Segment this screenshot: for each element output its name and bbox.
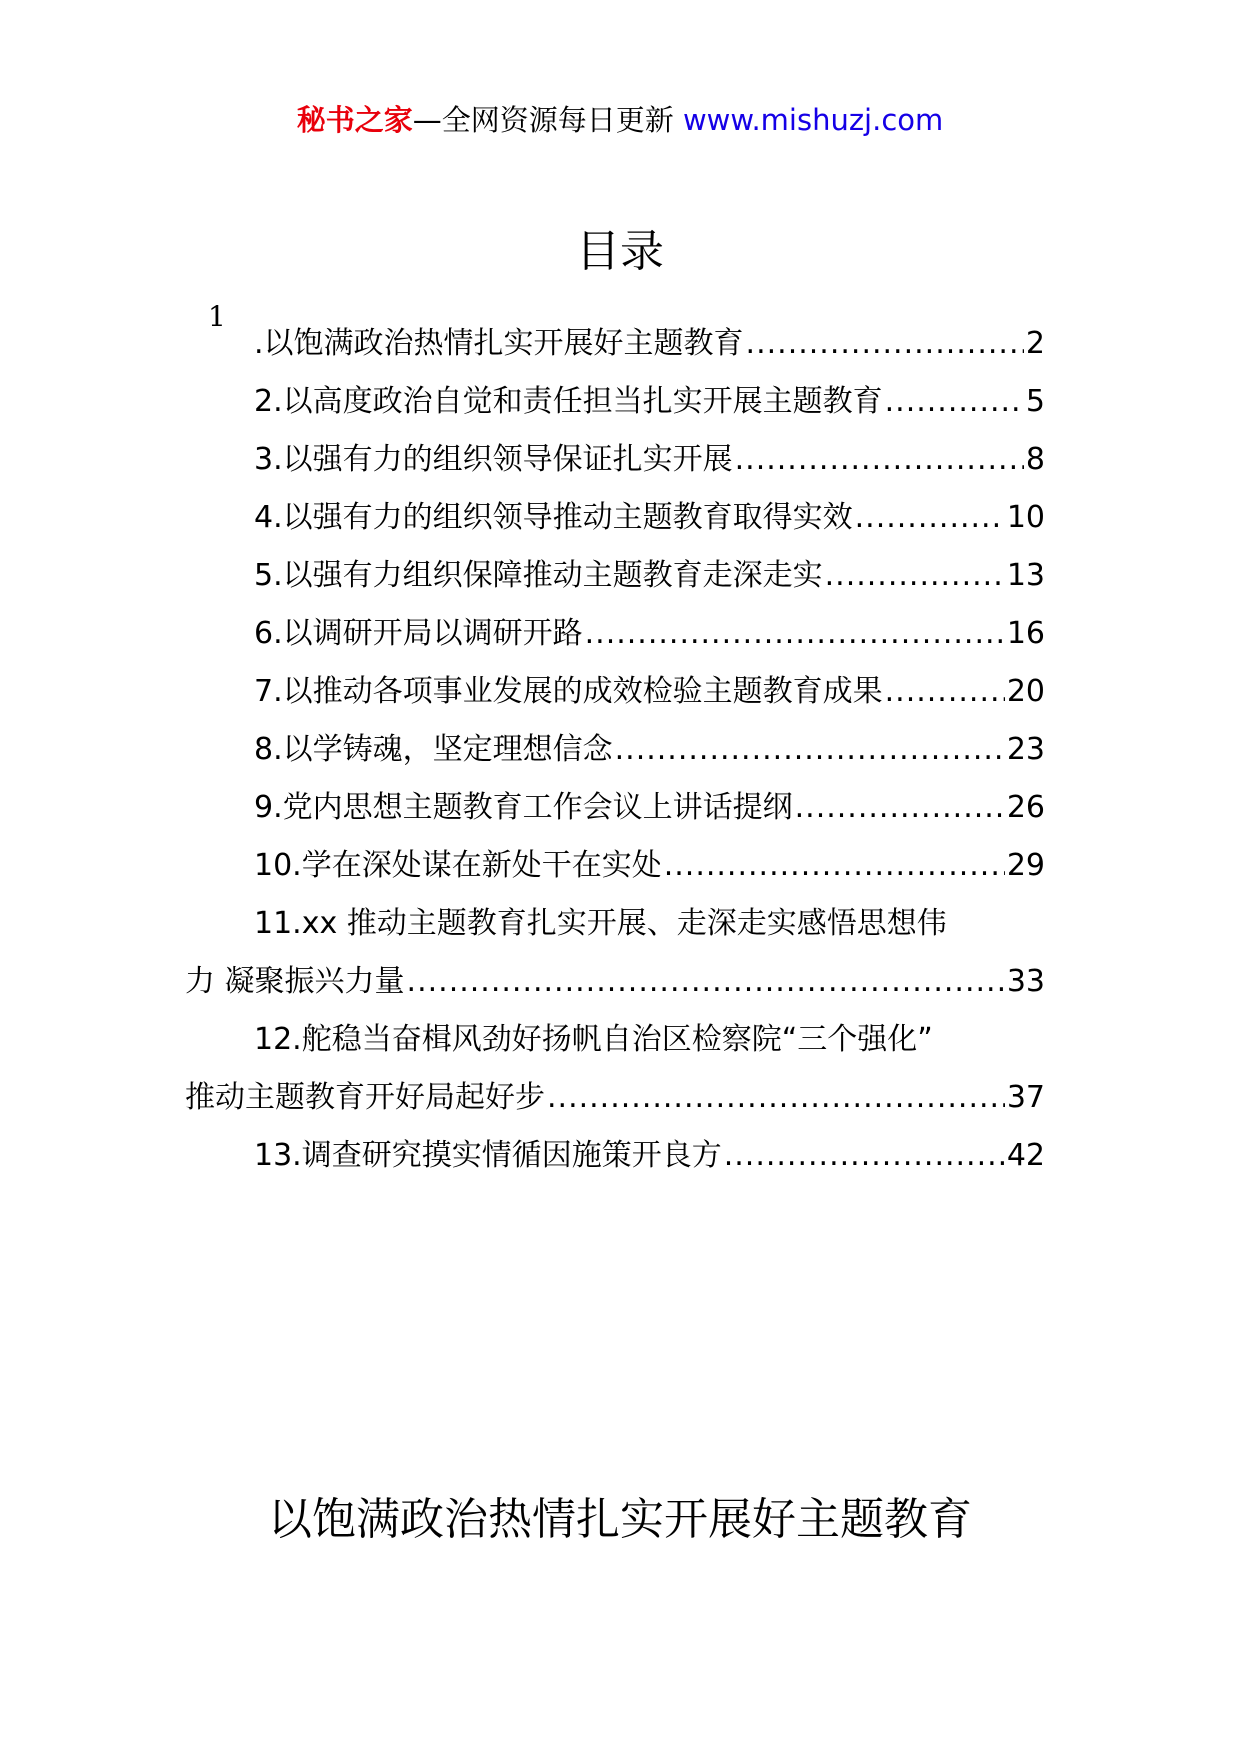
toc-entry-text: 3.以强有力的组织领导保证扎实开展 <box>254 442 733 477</box>
brand-name: 秘书之家 <box>296 103 413 137</box>
toc-entry-text: 9.党内思想主题教育工作会议上讲话提纲 <box>254 790 793 825</box>
stray-page-number: 1 <box>208 300 226 333</box>
dot-leader <box>615 730 1005 770</box>
toc-entry-page: 23 <box>1006 732 1045 767</box>
dot-leader <box>664 846 1005 886</box>
dot-leader <box>825 556 1005 596</box>
header-tagline: —全网资源每日更新 <box>412 103 683 137</box>
toc-entry-page: 13 <box>1006 558 1045 593</box>
toc-title: 目录 <box>576 226 664 277</box>
toc-entry-text: 7.以推动各项事业发展的成效检验主题教育成果 <box>254 674 883 709</box>
toc-entry-1[interactable] <box>185 324 1045 364</box>
toc-entry-5[interactable] <box>185 556 1045 596</box>
toc-entry-7[interactable] <box>185 672 1045 712</box>
dot-leader <box>885 382 1024 422</box>
toc-entry-text-line1: 11.xx 推动主题教育扎实开展、走深走实感悟思想伟 <box>254 906 947 941</box>
toc-entry-8[interactable] <box>185 730 1045 770</box>
toc-entry-text: 10.学在深处谋在新处干在实处 <box>254 848 662 883</box>
toc-entry-page: 29 <box>1006 848 1045 883</box>
section-title: 以饱满政治热情扎实开展好主题教育 <box>268 1494 972 1545</box>
toc-entry-text: 13.调查研究摸实情循因施策开良方 <box>254 1138 722 1173</box>
dot-leader <box>547 1078 1005 1118</box>
dot-leader <box>724 1136 1005 1176</box>
toc-entry-page: 37 <box>1006 1080 1045 1115</box>
toc-entry-9[interactable] <box>185 788 1045 828</box>
toc-entry-13[interactable] <box>185 1136 1045 1176</box>
toc-entry-page: 33 <box>1006 964 1045 999</box>
toc-entry-page: 20 <box>1006 674 1045 709</box>
toc-entry-2[interactable] <box>185 382 1045 422</box>
dot-leader <box>885 672 1005 712</box>
dot-leader <box>746 324 1024 364</box>
toc-entry-text: 8.以学铸魂，坚定理想信念 <box>254 732 613 767</box>
toc-entry-10[interactable] <box>185 846 1045 886</box>
toc-entry-page: 26 <box>1006 790 1045 825</box>
toc-entry-text: 2.以高度政治自觉和责任担当扎实开展主题教育 <box>254 384 883 419</box>
dot-leader <box>585 614 1005 654</box>
dot-leader <box>407 962 1005 1002</box>
toc-entry-text-line2: 推动主题教育开好局起好步 <box>185 1080 545 1115</box>
toc-entry-6[interactable] <box>185 614 1045 654</box>
toc-entry-page: 5 <box>1025 384 1045 419</box>
toc-entry-text: 5.以强有力组织保障推动主题教育走深走实 <box>254 558 823 593</box>
toc-entry-text: 4.以强有力的组织领导推动主题教育取得实效 <box>254 500 853 535</box>
dot-leader <box>855 498 1005 538</box>
toc-entry-page: 10 <box>1006 500 1045 535</box>
dot-leader <box>735 440 1024 480</box>
toc-entry-11[interactable] <box>185 904 1045 1002</box>
site-url-link[interactable]: www.mishuzj.com <box>682 103 944 137</box>
toc-entry-page: 42 <box>1006 1138 1045 1173</box>
toc-entry-text-line1: 12.舵稳当奋楫风劲好扬帆自治区检察院“三个强化” <box>254 1022 933 1057</box>
toc-entry-text-line2: 力 凝聚振兴力量 <box>185 964 405 999</box>
toc-entry-text: .以饱满政治热情扎实开展好主题教育 <box>254 326 744 361</box>
toc-entry-page: 2 <box>1025 326 1045 361</box>
toc-entry-3[interactable] <box>185 440 1045 480</box>
site-header <box>0 100 1240 140</box>
toc-entry-4[interactable] <box>185 498 1045 538</box>
toc-entry-page: 16 <box>1006 616 1045 651</box>
dot-leader <box>795 788 1005 828</box>
toc-entry-12[interactable] <box>185 1020 1045 1118</box>
toc-entry-page: 8 <box>1025 442 1045 477</box>
toc-entry-text: 6.以调研开局以调研开路 <box>254 616 583 651</box>
